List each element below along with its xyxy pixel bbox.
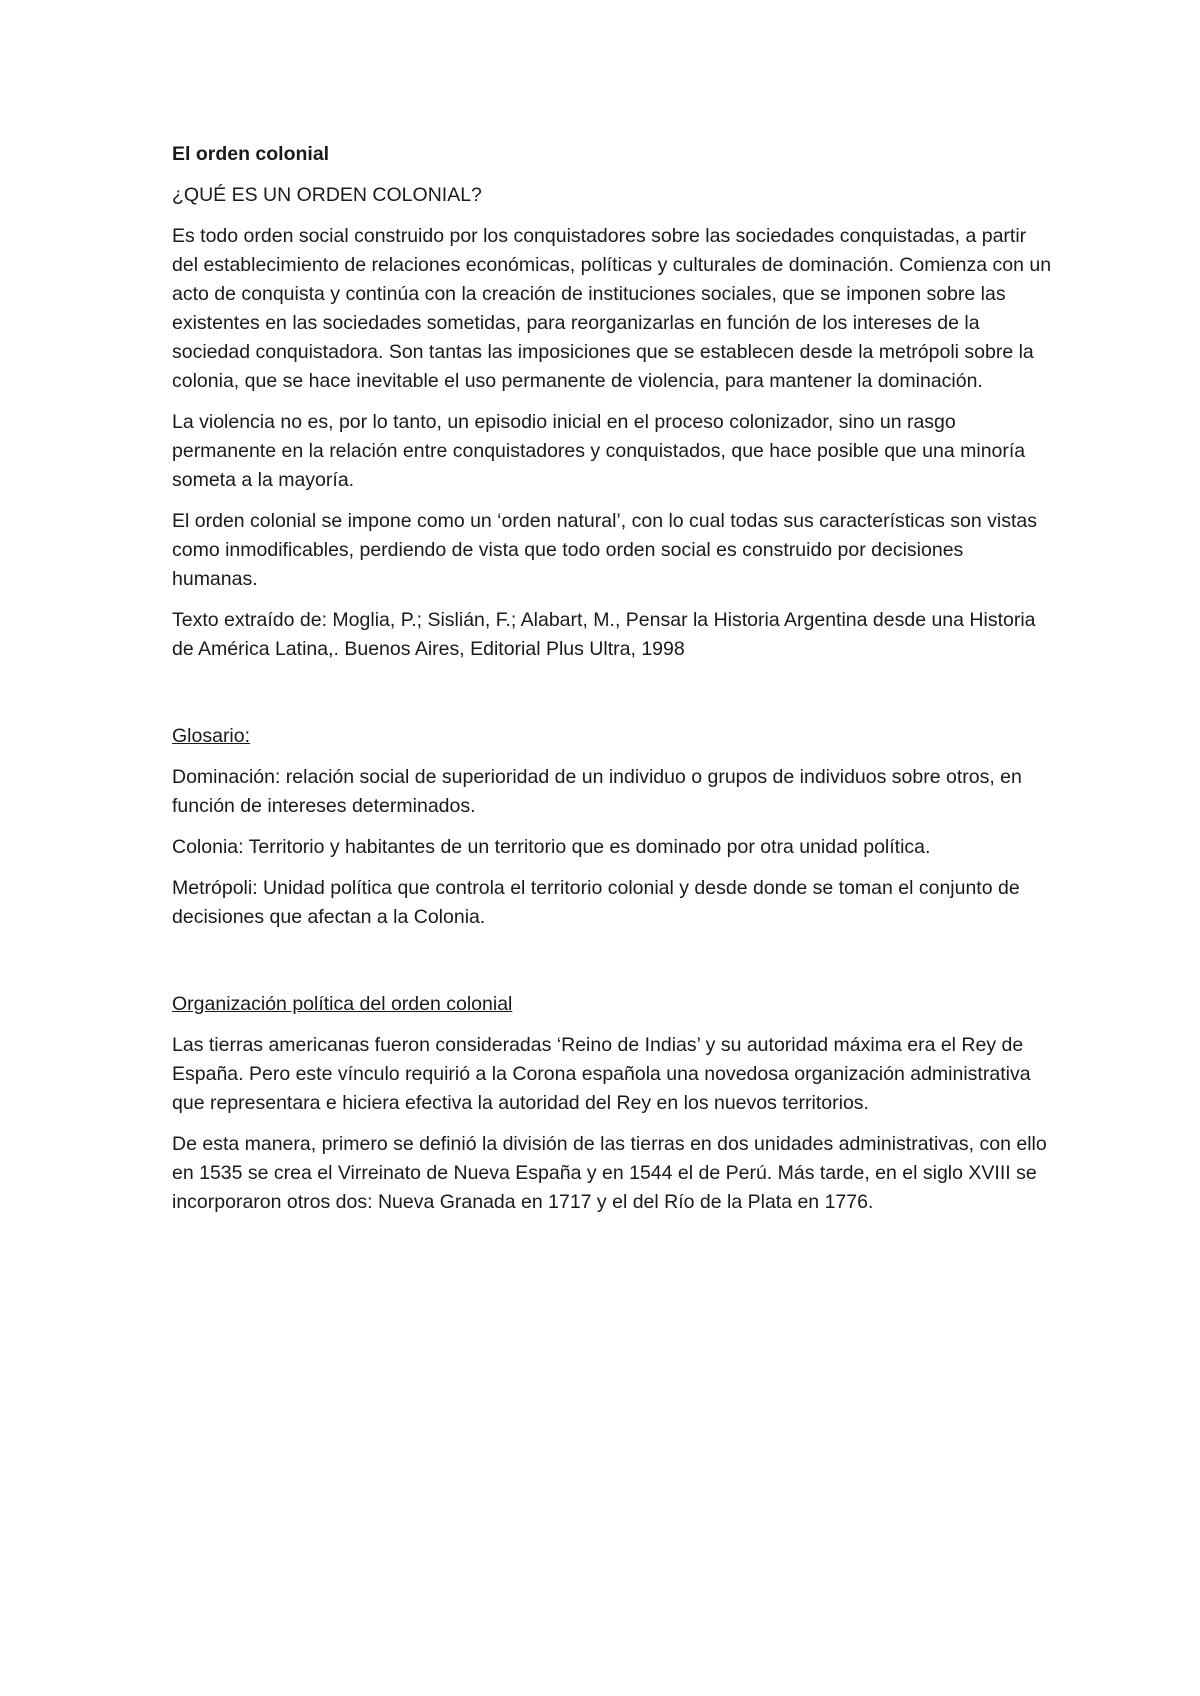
political-paragraph-2: De esta manera, primero se definió la división de las tierras en dos unidades administrativas, con ello en 1535 se crea el Virreinato de Nueva España y en 1544 el de Perú. Más tarde, en el siglo XVIII se incorporaron otros dos: Nueva Granada en 1717 y el del Río de la Plata en 1776. [172, 1133, 1047, 1213]
section-question: ¿QUÉ ES UN ORDEN COLONIAL? [172, 184, 482, 206]
intro-paragraph-3: El orden colonial se impone como un ‘orden natural’, con lo cual todas sus características son vistas como inmodificables, perdiendo de vista que todo orden social es construido por decisiones humanas. [172, 510, 1037, 590]
intro-paragraph-1: Es todo orden social construido por los conquistadores sobre las sociedades conquistadas, a partir del establecimiento de relaciones económicas, políticas y culturales de dominación. Comienza con un acto de conquista y continúa con la creación de instituciones sociales, que se imponen sobre las existentes en las sociedades sometidas, para reorganizarlas en función de los intereses de la sociedad conquistadora. Son tantas las imposiciones que se establecen desde la metrópoli sobre la colonia, que se hace inevitable el uso permanente de violencia, para mantener la dominación. [172, 225, 1052, 392]
glossary-entry-metropoli: Metrópoli: Unidad política que controla el territorio colonial y desde donde se toman el conjunto de decisiones que afectan a la Colonia. [172, 877, 1020, 928]
intro-paragraph-2: La violencia no es, por lo tanto, un episodio inicial en el proceso colonizador, sino un rasgo permanente en la relación entre conquistadores y conquistados, que hace posible que una minoría someta a la mayoría. [172, 411, 1026, 491]
political-organization-heading: Organización política del orden colonial [172, 993, 513, 1015]
glossary-entry-dominacion: Dominación: relación social de superioridad de un individuo o grupos de individuos sobre otros, en función de intereses determinados. [172, 766, 1022, 817]
document-title: El orden colonial [172, 143, 330, 165]
glossary-entry-colonia: Colonia: Territorio y habitantes de un territorio que es dominado por otra unidad política. [172, 836, 931, 858]
glossary-heading: Glosario: [172, 725, 251, 747]
document-page [172, 140, 1052, 1229]
section-spacer [172, 932, 1052, 990]
section-spacer [172, 664, 1052, 722]
political-paragraph-1: Las tierras americanas fueron consideradas ‘Reino de Indias’ y su autoridad máxima era el Rey de España. Pero este vínculo requirió a la Corona española una novedosa organización administrativa que representara e hiciera efectiva la autoridad del Rey en los nuevos territorios. [172, 1034, 1031, 1114]
source-citation: Texto extraído de: Moglia, P.; Sislián, F.; Alabart, M., Pensar la Historia Argentina desde una Historia de América Latina,. Buenos Aires, Editorial Plus Ultra, 1998 [172, 609, 1036, 660]
